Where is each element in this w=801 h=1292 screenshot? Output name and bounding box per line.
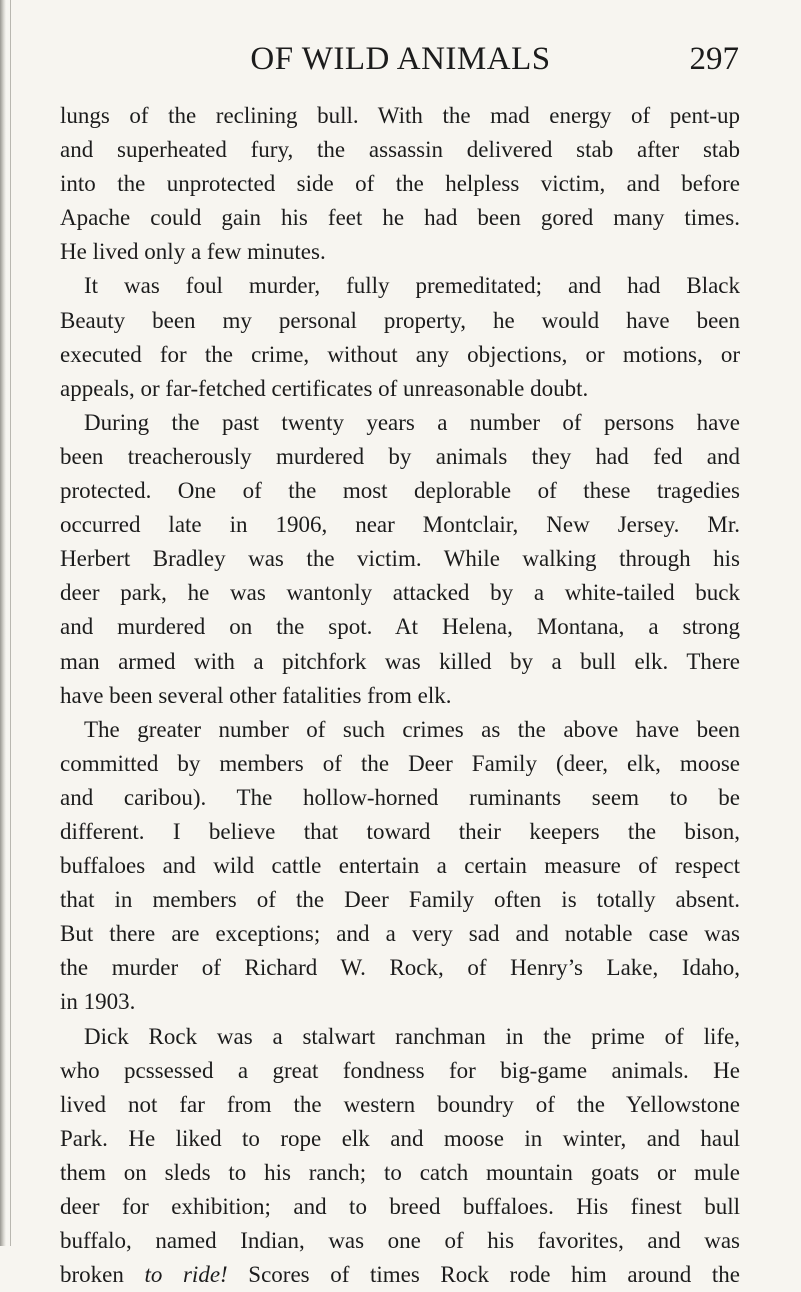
text-line: The greater number of such crimes as the above have been bbox=[84, 716, 740, 742]
text-line: lungs of the reclining bull. With the mad energy of pent-up bbox=[60, 103, 740, 128]
page-header bbox=[60, 36, 741, 82]
text-line: been treacherously murdered by animals they had fed and bbox=[60, 443, 740, 469]
page-number: 297 bbox=[689, 41, 739, 77]
text-line: Herbert Bradley was the victim. While walking through his bbox=[60, 546, 740, 572]
text-line: occurred late in 1906, near Montclair, New Jersey. Mr. bbox=[60, 512, 740, 538]
text-line: into the unprotected side of the helpless victim, and before bbox=[60, 171, 740, 197]
text-line: deer for exhibition; and to breed buffaloes. His finest bull bbox=[60, 1194, 740, 1219]
text-line: Beauty been my personal property, he would have been bbox=[60, 307, 740, 333]
text-line: who pcssessed a great fondness for big-game animals. He bbox=[60, 1057, 740, 1083]
text-line: the murder of Richard W. Rock, of Henry’s Lake, Idaho, bbox=[60, 955, 740, 981]
text-line: them on sleds to his ranch; to catch mountain goats or mule bbox=[60, 1159, 740, 1185]
text-line: lived not far from the western boundry of the Yellowstone bbox=[60, 1091, 740, 1117]
text-line: in 1903. bbox=[60, 989, 136, 1015]
text-line: different. I believe that toward their keepers the bison, bbox=[60, 818, 740, 844]
text-line: Dick Rock was a stalwart ranchman in the prime of life, bbox=[84, 1023, 740, 1049]
text-line: and murdered on the spot. At Helena, Montana, a strong bbox=[60, 614, 740, 640]
body-text bbox=[60, 99, 740, 1292]
text-line: He lived only a few minutes. bbox=[60, 239, 326, 265]
text-line: Apache could gain his feet he had been gored many times. bbox=[60, 205, 740, 231]
text-line: protected. One of the most deplorable of these tragedies bbox=[60, 478, 740, 504]
page-gutter-shadow bbox=[0, 0, 6, 1246]
text-line: buffaloes and wild cattle entertain a certain measure of respect bbox=[60, 853, 740, 879]
text-line-last bbox=[60, 1258, 740, 1292]
text-line: and superheated fury, the assassin delivered stab after stab bbox=[60, 137, 740, 163]
text-line: appeals, or far-fetched certificates of unreasonable doubt. bbox=[60, 375, 589, 401]
text-line: man armed with a pitchfork was killed by a bull elk. There bbox=[60, 648, 740, 674]
text-line: Park. He liked to rope elk and moose in winter, and haul bbox=[60, 1125, 740, 1151]
text-line: executed for the crime, without any objections, or motions, or bbox=[60, 341, 740, 367]
text-line: It was foul murder, fully premeditated; and had Black bbox=[84, 273, 740, 299]
text-line: deer park, he was wantonly attacked by a white-tailed buck bbox=[60, 580, 740, 606]
page-gutter-line bbox=[10, 0, 11, 1246]
text-line: buffalo, named Indian, was one of his favorites, and was bbox=[60, 1228, 740, 1254]
text-line: have been several other fatalities from elk. bbox=[60, 682, 452, 708]
running-head: OF WILD ANIMALS bbox=[250, 41, 551, 77]
text-segment: Scores of times Rock rode him around the bbox=[227, 1262, 740, 1288]
text-line: that in members of the Deer Family often is totally absent. bbox=[60, 887, 740, 913]
text-line: committed by members of the Deer Family (deer, elk, moose bbox=[60, 750, 740, 776]
text-line: But there are exceptions; and a very sad and notable case was bbox=[60, 921, 740, 947]
text-segment: broken bbox=[60, 1262, 145, 1288]
text-line: and caribou). The hollow-horned ruminants seem to be bbox=[60, 784, 740, 810]
text-line: During the past twenty years a number of persons have bbox=[84, 409, 740, 435]
italic-emphasis: to ride! bbox=[144, 1262, 228, 1288]
